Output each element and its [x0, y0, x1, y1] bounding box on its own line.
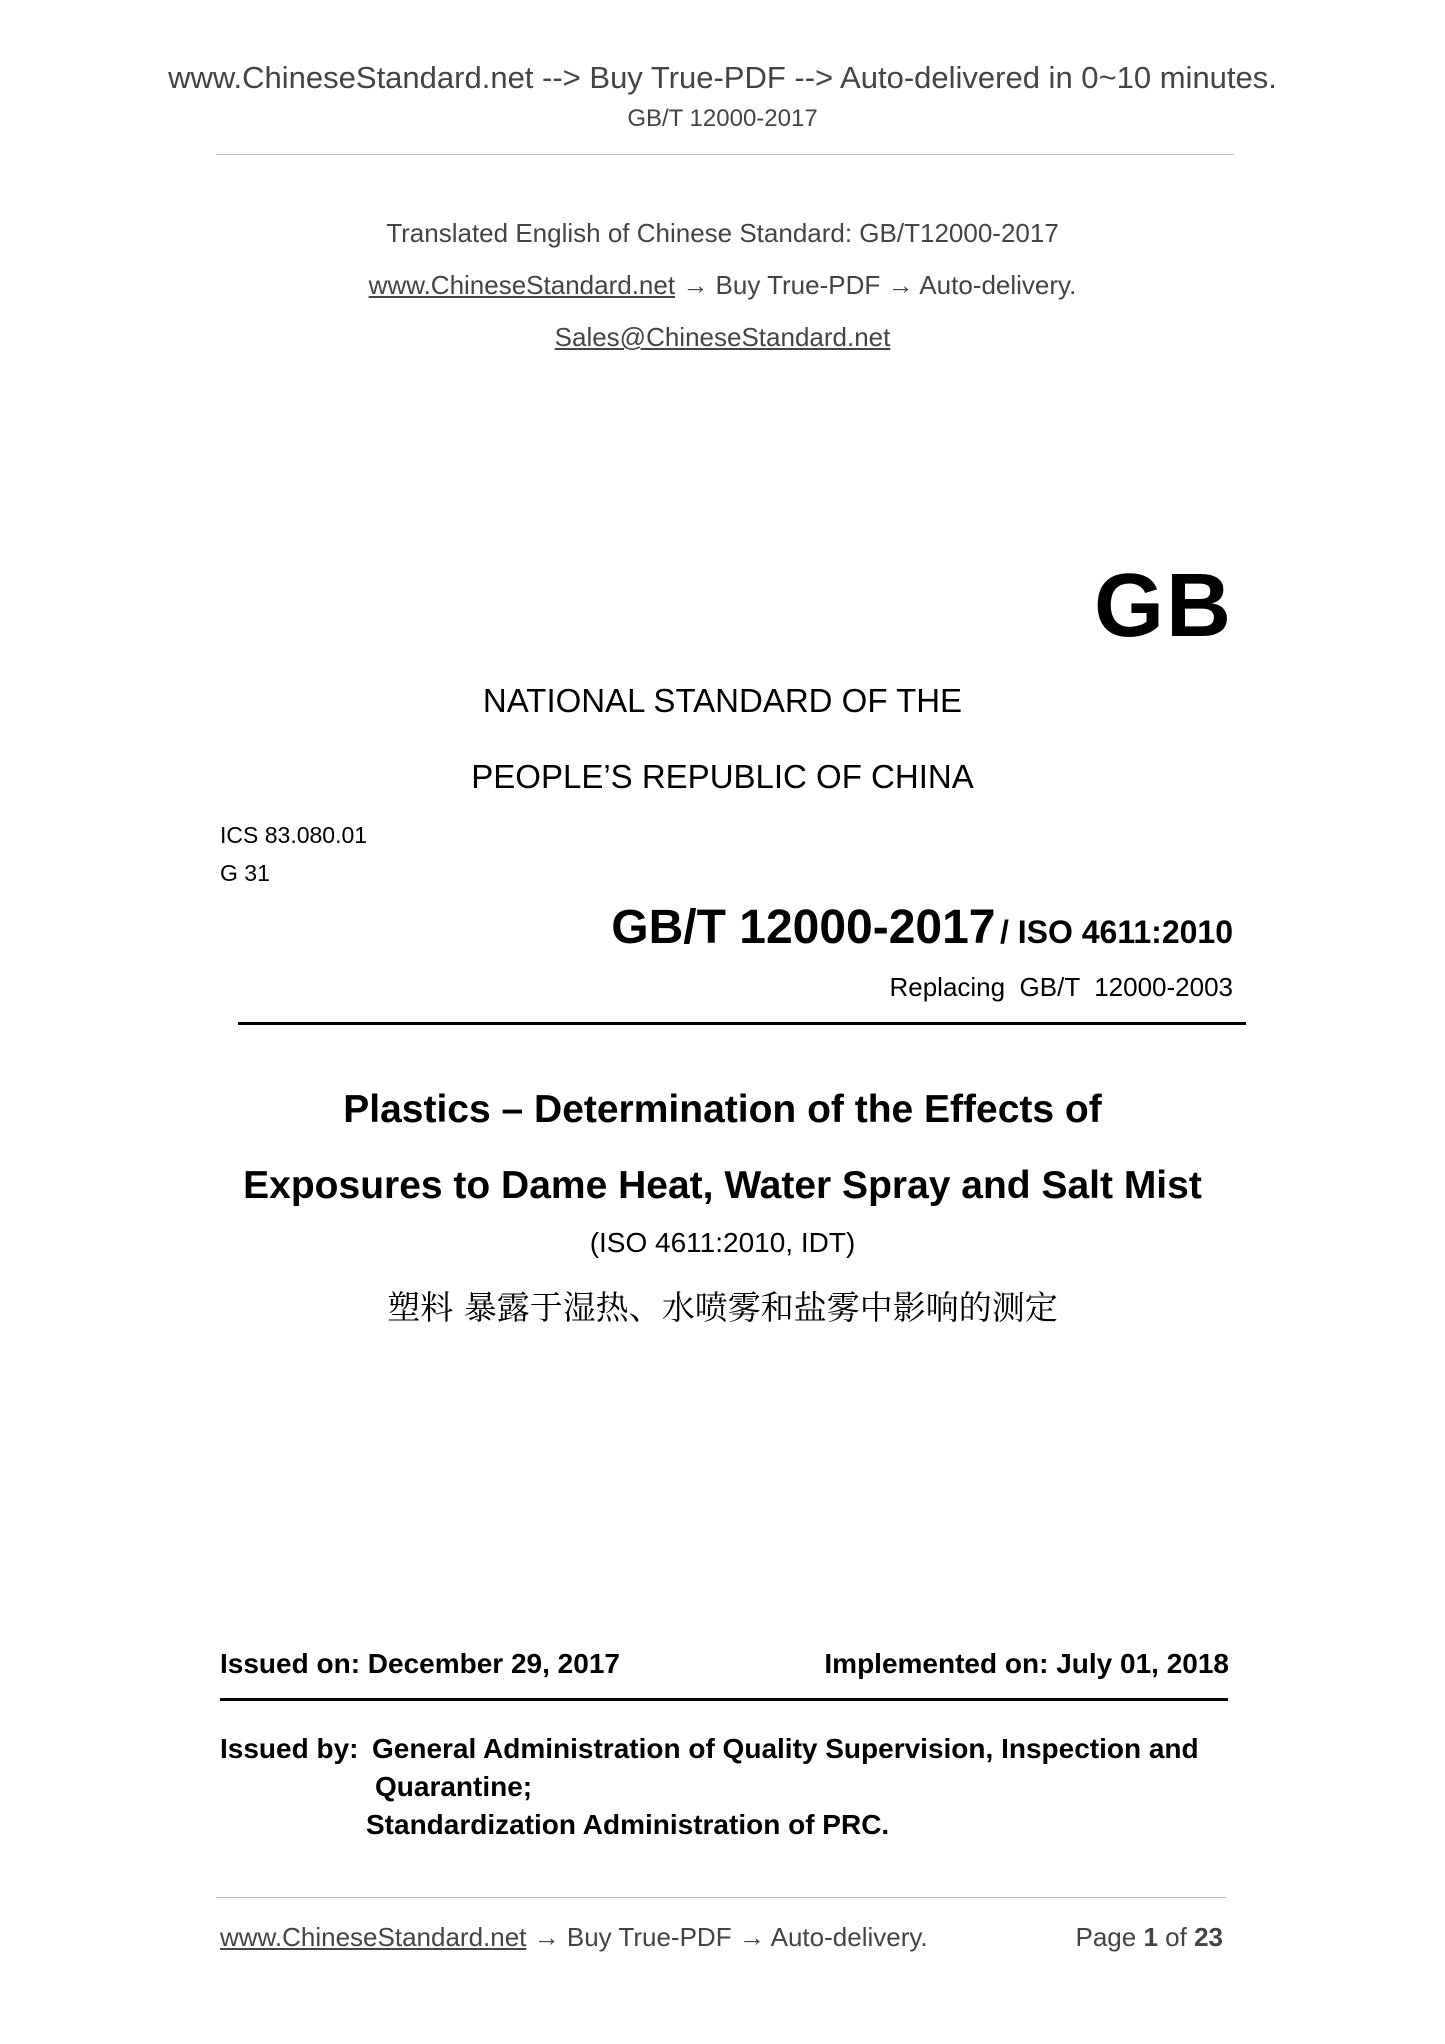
site-link[interactable]: www.ChineseStandard.net	[368, 270, 676, 300]
buy-text: Buy True-PDF	[715, 270, 881, 300]
standard-number: GB/T 12000-2017	[611, 901, 996, 954]
title-line-1: Plastics – Determination of the Effects of	[343, 1088, 1102, 1131]
page-indicator	[1075, 1922, 1223, 1953]
page-total: 23	[1194, 1922, 1223, 1952]
replacing-line: Replacing GB/T 12000-2003	[889, 972, 1233, 1002]
header-divider	[216, 154, 1234, 155]
page-label: Page	[1075, 1922, 1137, 1952]
email-link[interactable]: Sales@ChineseStandard.net	[554, 322, 891, 352]
footer-divider	[216, 1897, 1226, 1898]
issuer-org1-line1: General Administration of Quality Supervision, Inspection and	[372, 1733, 1199, 1764]
arrow-icon: →	[887, 270, 914, 300]
issued-date: Issued on: December 29, 2017	[220, 1648, 620, 1679]
title-line-2: Exposures to Dame Heat, Water Spray and Salt Mist	[243, 1164, 1202, 1207]
delivery-text: Auto-delivery.	[919, 270, 1077, 300]
header-standard-code: GB/T 12000-2017	[627, 105, 818, 132]
issued-by-label: Issued by:	[220, 1733, 359, 1764]
ics-code: ICS 83.080.01	[220, 822, 368, 848]
iso-idt: (ISO 4611:2010, IDT)	[589, 1227, 856, 1258]
footer-link-line	[220, 1922, 928, 1953]
page-number: 1	[1143, 1922, 1158, 1952]
national-line-2: PEOPLE’S REPUBLIC OF CHINA	[471, 758, 974, 795]
chinese-title: 塑料 暴露于湿热、水喷雾和盐雾中影响的测定	[387, 1288, 1058, 1327]
gb-logo: GB	[1094, 556, 1233, 656]
arrow-icon: →	[533, 1922, 560, 1952]
footer-delivery-text: Auto-delivery.	[770, 1922, 928, 1952]
footer-site-link[interactable]: www.ChineseStandard.net	[220, 1922, 527, 1952]
of-label: of	[1165, 1922, 1187, 1952]
implemented-date: Implemented on: July 01, 2018	[824, 1648, 1229, 1679]
header-banner: www.ChineseStandard.net --> Buy True-PDF --> Auto-delivered in 0~10 minutes.	[168, 60, 1277, 95]
issuer-org1-line2: Quarantine;	[375, 1771, 533, 1802]
footer-buy-text: Buy True-PDF	[566, 1922, 732, 1952]
iso-reference: / ISO 4611:2010	[999, 914, 1233, 950]
arrow-icon: →	[682, 270, 709, 300]
standard-divider	[238, 1022, 1246, 1025]
dates-divider	[220, 1698, 1228, 1701]
intro-link-line	[0, 270, 1445, 301]
standard-number-line	[611, 900, 1233, 955]
email-line	[0, 322, 1445, 353]
class-code: G 31	[220, 860, 270, 886]
arrow-icon: →	[738, 1922, 765, 1952]
issuer-org2: Standardization Administration of PRC.	[366, 1809, 890, 1840]
translated-line: Translated English of Chinese Standard: GB/T12000-2017	[386, 218, 1059, 248]
national-line-1: NATIONAL STANDARD OF THE	[482, 682, 963, 719]
